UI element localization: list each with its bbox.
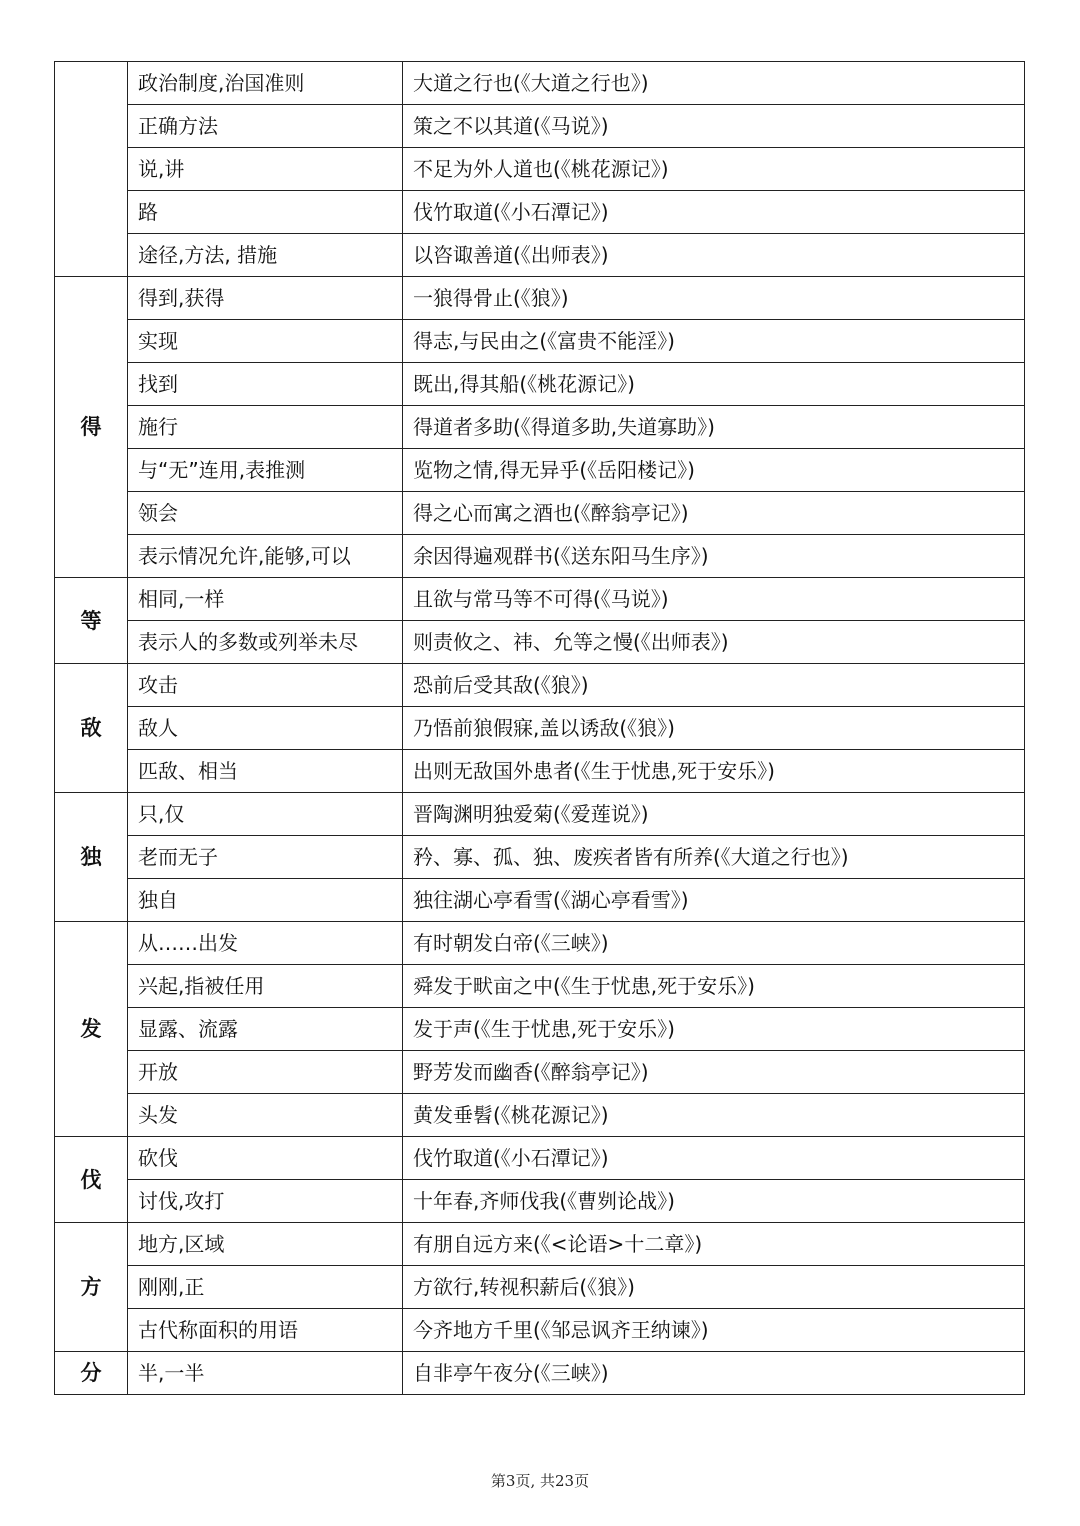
page-footer: 第3页, 共23页 <box>490 1472 590 1490</box>
example-cell: 舜发于畎亩之中(《生于忧患,死于安乐》) <box>403 965 1025 1008</box>
example-cell: 则责攸之、祎、允等之慢(《出师表》) <box>403 621 1025 664</box>
meaning-cell: 独自 <box>128 879 403 922</box>
meaning-cell: 只,仅 <box>128 793 403 836</box>
meaning-cell: 说,讲 <box>128 148 403 191</box>
table-row <box>55 62 1025 105</box>
meaning-cell: 地方,区域 <box>128 1223 403 1266</box>
meaning-cell: 半,一半 <box>128 1352 403 1395</box>
table-row <box>55 578 1025 621</box>
table-row <box>55 492 1025 535</box>
example-cell: 野芳发而幽香(《醉翁亭记》) <box>403 1051 1025 1094</box>
table-row <box>55 449 1025 492</box>
meaning-cell: 施行 <box>128 406 403 449</box>
meaning-cell: 砍伐 <box>128 1137 403 1180</box>
meaning-cell: 讨伐,攻打 <box>128 1180 403 1223</box>
table-row <box>55 707 1025 750</box>
example-cell: 恐前后受其敌(《狼》) <box>403 664 1025 707</box>
meaning-cell: 头发 <box>128 1094 403 1137</box>
example-cell: 发于声(《生于忧患,死于安乐》) <box>403 1008 1025 1051</box>
example-cell: 且欲与常马等不可得(《马说》) <box>403 578 1025 621</box>
meaning-cell: 表示人的多数或列举未尽 <box>128 621 403 664</box>
word-cell: 等 <box>55 578 128 664</box>
table-row <box>55 406 1025 449</box>
meaning-cell: 刚刚,正 <box>128 1266 403 1309</box>
example-cell: 余因得遍观群书(《送东阳马生序》) <box>403 535 1025 578</box>
table-row <box>55 191 1025 234</box>
example-cell: 策之不以其道(《马说》) <box>403 105 1025 148</box>
table-row <box>55 879 1025 922</box>
meaning-cell: 攻击 <box>128 664 403 707</box>
meaning-cell: 得到,获得 <box>128 277 403 320</box>
table-row <box>55 363 1025 406</box>
meaning-cell: 找到 <box>128 363 403 406</box>
meaning-cell: 显露、流露 <box>128 1008 403 1051</box>
example-cell: 十年春,齐师伐我(《曹刿论战》) <box>403 1180 1025 1223</box>
table-row <box>55 105 1025 148</box>
example-cell: 大道之行也(《大道之行也》) <box>403 62 1025 105</box>
example-cell: 方欲行,转视积薪后(《狼》) <box>403 1266 1025 1309</box>
meaning-cell: 老而无子 <box>128 836 403 879</box>
word-cell <box>55 62 128 277</box>
example-cell: 今齐地方千里(《邹忌讽齐王纳谏》) <box>403 1309 1025 1352</box>
word-cell: 敌 <box>55 664 128 793</box>
table-row <box>55 320 1025 363</box>
table-row <box>55 922 1025 965</box>
table-row <box>55 793 1025 836</box>
example-cell: 自非亭午夜分(《三峡》) <box>403 1352 1025 1395</box>
example-cell: 既出,得其船(《桃花源记》) <box>403 363 1025 406</box>
table-row <box>55 1094 1025 1137</box>
table-row <box>55 750 1025 793</box>
table-row <box>55 1223 1025 1266</box>
word-cell: 得 <box>55 277 128 578</box>
word-cell: 发 <box>55 922 128 1137</box>
meaning-cell: 实现 <box>128 320 403 363</box>
table-row <box>55 1051 1025 1094</box>
table-row <box>55 1137 1025 1180</box>
word-cell: 独 <box>55 793 128 922</box>
meaning-cell: 古代称面积的用语 <box>128 1309 403 1352</box>
example-cell: 不足为外人道也(《桃花源记》) <box>403 148 1025 191</box>
example-cell: 矜、寡、孤、独、废疾者皆有所养(《大道之行也》) <box>403 836 1025 879</box>
table-row <box>55 277 1025 320</box>
example-cell: 以咨诹善道(《出师表》) <box>403 234 1025 277</box>
example-cell: 得志,与民由之(《富贵不能淫》) <box>403 320 1025 363</box>
meaning-cell: 匹敌、相当 <box>128 750 403 793</box>
example-cell: 黄发垂髫(《桃花源记》) <box>403 1094 1025 1137</box>
table-row <box>55 1309 1025 1352</box>
example-cell: 伐竹取道(《小石潭记》) <box>403 191 1025 234</box>
example-cell: 有朋自远方来(《<论语>十二章》) <box>403 1223 1025 1266</box>
example-cell: 有时朝发白帝(《三峡》) <box>403 922 1025 965</box>
example-cell: 一狼得骨止(《狼》) <box>403 277 1025 320</box>
meaning-cell: 兴起,指被任用 <box>128 965 403 1008</box>
example-cell: 伐竹取道(《小石潭记》) <box>403 1137 1025 1180</box>
table-row <box>55 1352 1025 1395</box>
meaning-cell: 开放 <box>128 1051 403 1094</box>
example-cell: 乃悟前狼假寐,盖以诱敌(《狼》) <box>403 707 1025 750</box>
table-row <box>55 148 1025 191</box>
meaning-cell: 途径,方法, 措施 <box>128 234 403 277</box>
meaning-cell: 与“无”连用,表推测 <box>128 449 403 492</box>
word-cell: 分 <box>55 1352 128 1395</box>
table-row <box>55 1180 1025 1223</box>
table-row <box>55 1266 1025 1309</box>
meaning-cell: 路 <box>128 191 403 234</box>
meaning-cell: 从……出发 <box>128 922 403 965</box>
table-row <box>55 836 1025 879</box>
table-row <box>55 234 1025 277</box>
example-cell: 得道者多助(《得道多助,失道寡助》) <box>403 406 1025 449</box>
vocab-table-body <box>55 62 1025 1395</box>
example-cell: 览物之情,得无异乎(《岳阳楼记》) <box>403 449 1025 492</box>
example-cell: 出则无敌国外患者(《生于忧患,死于安乐》) <box>403 750 1025 793</box>
example-cell: 晋陶渊明独爱菊(《爱莲说》) <box>403 793 1025 836</box>
example-cell: 得之心而寓之酒也(《醉翁亭记》) <box>403 492 1025 535</box>
table-row <box>55 664 1025 707</box>
word-cell: 伐 <box>55 1137 128 1223</box>
table-row <box>55 965 1025 1008</box>
meaning-cell: 相同,一样 <box>128 578 403 621</box>
table-row <box>55 535 1025 578</box>
vocab-table <box>54 61 1025 1395</box>
example-cell: 独往湖心亭看雪(《湖心亭看雪》) <box>403 879 1025 922</box>
meaning-cell: 表示情况允许,能够,可以 <box>128 535 403 578</box>
table-row <box>55 621 1025 664</box>
word-cell: 方 <box>55 1223 128 1352</box>
meaning-cell: 敌人 <box>128 707 403 750</box>
meaning-cell: 正确方法 <box>128 105 403 148</box>
table-row <box>55 1008 1025 1051</box>
meaning-cell: 政治制度,治国准则 <box>128 62 403 105</box>
meaning-cell: 领会 <box>128 492 403 535</box>
